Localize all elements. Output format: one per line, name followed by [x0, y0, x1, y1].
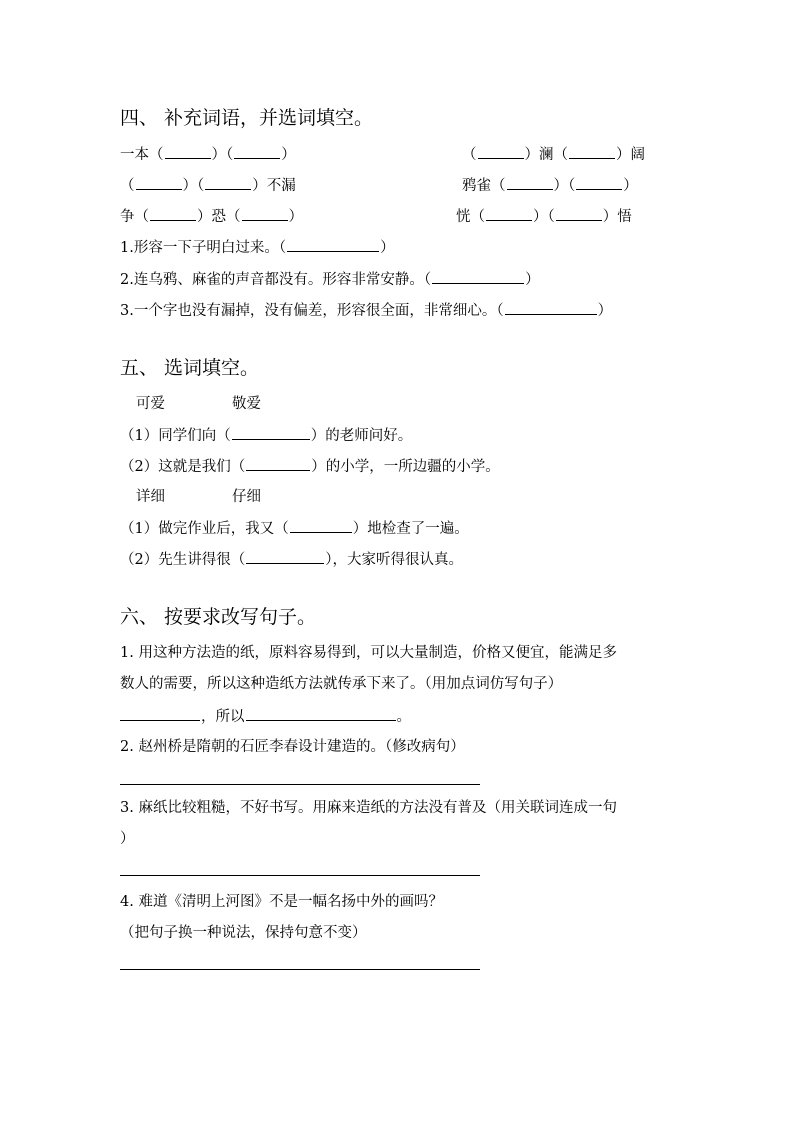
- answer-blank[interactable]: [246, 456, 310, 471]
- answer-blank[interactable]: [287, 237, 379, 252]
- s6-q1-line2: 数人的需要，所以这种造纸方法就传承下来了。（用加点词仿写句子）: [120, 676, 563, 692]
- word-choice-3: 详细: [136, 489, 165, 505]
- word-choice-1: 可爱: [136, 396, 165, 412]
- section-5-title: 五、 选词填空。: [120, 357, 260, 379]
- answer-blank[interactable]: [246, 549, 324, 564]
- s5-b2: （2）先生讲得很（ ），大家听得很认真。: [120, 549, 463, 570]
- blank[interactable]: [507, 175, 553, 190]
- s4-row3-right: 恍（ ）（ ）悟: [456, 206, 632, 227]
- blank[interactable]: [165, 144, 211, 159]
- s5-b1: （1）做完作业后，我又（ ）地检查了一遍。: [120, 518, 469, 539]
- s4-question-2: 2.连乌鸦、麻雀的声音都没有。形容非常安静。（ ）: [120, 269, 540, 290]
- section-4-title: 四、 补充词语，并选词填空。: [120, 107, 374, 129]
- answer-blank[interactable]: [505, 300, 597, 315]
- blank[interactable]: [242, 206, 288, 221]
- s6-q3-line1: 3. 麻纸比较粗糙，不好书写。用麻来造纸的方法没有普及（用关联词连成一句: [120, 800, 617, 816]
- blank[interactable]: [136, 175, 182, 190]
- s5-a1: （1）同学们向（ ）的老师问好。: [120, 425, 412, 446]
- s6-q4-line2: （把句子换一种说法，保持句意不变）: [120, 925, 367, 941]
- s4-row1-right: （ ）澜（ ）阔: [462, 144, 645, 165]
- blank[interactable]: [205, 175, 251, 190]
- s6-q1-line1: 1. 用这种方法造的纸，原料容易得到，可以大量制造，价格又便宜，能满足多: [120, 645, 617, 661]
- word-choice-2: 敬爱: [232, 396, 261, 412]
- s4-row2-left: （ ）（ ）不漏: [120, 175, 296, 196]
- blank[interactable]: [150, 206, 196, 221]
- blank[interactable]: [486, 206, 532, 221]
- s5-a2: （2）这就是我们（ ）的小学，一所边疆的小学。: [120, 456, 500, 477]
- answer-blank[interactable]: [290, 518, 352, 533]
- answer-blank[interactable]: [246, 706, 396, 721]
- s4-question-3: 3.一个字也没有漏掉，没有偏差，形容很全面，非常细心。（ ）: [120, 300, 612, 321]
- s4-row2-right: 鸦雀（ ）（ ）: [462, 175, 638, 196]
- answer-blank[interactable]: [432, 269, 524, 284]
- s6-q2: 2. 赵州桥是隋朝的石匠李春设计建造的。（修改病句）: [120, 739, 465, 755]
- blank[interactable]: [556, 206, 602, 221]
- s6-q1-answer: ，所以 。: [120, 706, 411, 727]
- blank[interactable]: [576, 175, 622, 190]
- s4-question-1: 1.形容一下子明白过来。（ ）: [120, 237, 395, 258]
- s6-q4-line1: 4. 难道《清明上河图》不是一幅名扬中外的画吗？: [120, 894, 443, 910]
- section-6-title: 六、 按要求改写句子。: [120, 606, 317, 628]
- answer-line[interactable]: [120, 875, 480, 876]
- answer-line[interactable]: [120, 784, 480, 785]
- blank[interactable]: [478, 144, 524, 159]
- word-choice-4: 仔细: [232, 489, 261, 505]
- s4-row1-left: 一本（ ）（ ）: [120, 144, 296, 165]
- blank[interactable]: [569, 144, 615, 159]
- blank[interactable]: [234, 144, 280, 159]
- answer-line[interactable]: [120, 969, 480, 970]
- answer-blank[interactable]: [232, 425, 310, 440]
- s4-row3-left: 争（ ）恐（ ）: [120, 206, 303, 227]
- answer-blank[interactable]: [120, 706, 200, 721]
- s6-q3-line2: ）: [120, 831, 135, 847]
